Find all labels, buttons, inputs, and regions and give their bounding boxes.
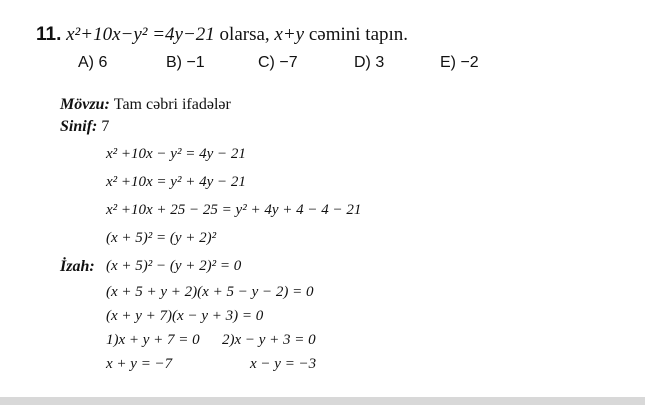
explanation-line-3: (x + y + 7)(x − y + 3) = 0: [106, 308, 264, 324]
option-b[interactable]: [166, 54, 205, 72]
option-e-letter: E): [440, 54, 456, 71]
case-1-equation: 1)x + y + 7 = 0: [106, 332, 200, 348]
question-text-end: cəmini tapın.: [304, 24, 409, 45]
case-2-equation: 2)x − y + 3 = 0: [222, 332, 316, 348]
option-a[interactable]: [78, 54, 107, 72]
topic-label: Mövzu:: [60, 96, 110, 113]
option-a-value: 6: [98, 54, 108, 71]
grade-row: [60, 118, 109, 136]
topic-value: Tam cəbri ifadələr: [113, 96, 231, 113]
option-d-letter: D): [354, 54, 371, 71]
case-2-result: x − y = −3: [250, 356, 317, 372]
option-d[interactable]: [354, 54, 384, 72]
bottom-scrollbar-strip: [0, 397, 645, 405]
case-1-result: x + y = −7: [106, 356, 173, 372]
grade-label: Sinif:: [60, 118, 98, 135]
option-c-letter: C): [258, 54, 275, 71]
option-b-value: −1: [186, 54, 205, 71]
solution-line-4: (x + 5)² = (y + 2)²: [106, 230, 217, 246]
explanation-line-2: (x + 5 + y + 2)(x + 5 − y − 2) = 0: [106, 284, 314, 300]
question-line: [36, 24, 408, 46]
explanation-line-1: (x + 5)² − (y + 2)² = 0: [106, 258, 242, 274]
solution-line-2: x² +10x = y² + 4y − 21: [106, 174, 246, 190]
question-equation: x²+10x−y² =4y−21: [66, 24, 215, 45]
question-text-middle: olarsa,: [214, 24, 275, 45]
grade-value: 7: [101, 118, 110, 135]
topic-row: [60, 96, 231, 114]
option-c[interactable]: [258, 54, 298, 72]
question-number: 11.: [36, 24, 62, 45]
option-a-letter: A): [78, 54, 94, 71]
option-e[interactable]: [440, 54, 479, 72]
option-c-value: −7: [279, 54, 298, 71]
solution-line-3: x² +10x + 25 − 25 = y² + 4y + 4 − 4 − 21: [106, 202, 362, 218]
option-b-letter: B): [166, 54, 182, 71]
option-e-value: −2: [460, 54, 479, 71]
question-expression: x+y: [274, 24, 305, 45]
explanation-label: İzah:: [60, 258, 95, 275]
solution-line-1: x² +10x − y² = 4y − 21: [106, 146, 246, 162]
option-d-value: 3: [375, 54, 385, 71]
